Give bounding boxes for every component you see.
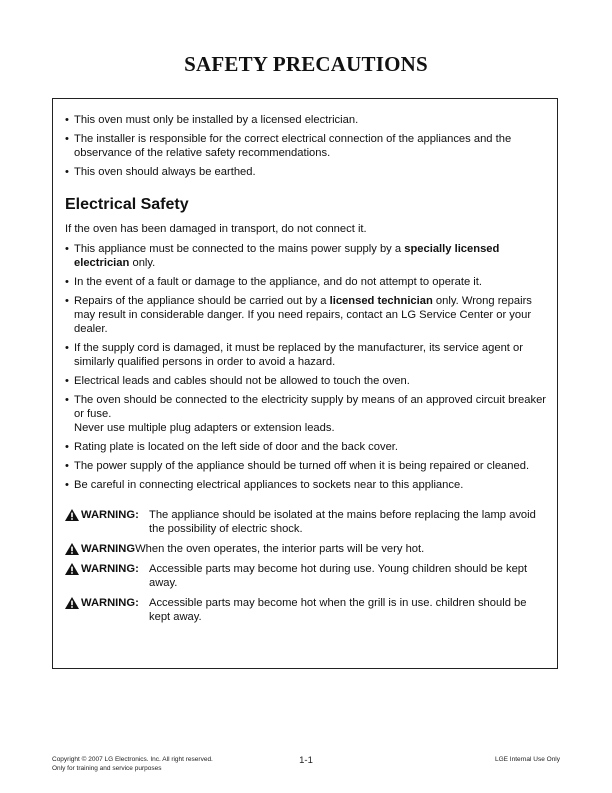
text-segment: only. Wrong repairs may result in considerable danger. If you need repairs, contact an LG Service Center or your dealer. <box>74 295 532 335</box>
warning-text: When the oven operates, the interior parts will be very hot. <box>135 543 425 555</box>
electrical-bullet-1 <box>65 242 549 270</box>
electrical-safety-heading: Electrical Safety <box>65 196 189 213</box>
warning-triangle-icon <box>65 509 79 521</box>
warning-2 <box>65 542 549 556</box>
warning-label: WARNING: <box>81 597 139 609</box>
page-number: 1-1 <box>299 755 313 766</box>
warning-1 <box>65 508 549 536</box>
bold-segment: specially licensed electrician <box>74 243 500 269</box>
warning-triangle-icon <box>65 543 79 555</box>
page-title: SAFETY PRECAUTIONS <box>184 52 428 76</box>
warning-triangle-icon <box>65 563 79 575</box>
warning-label: WARNING <box>81 543 136 555</box>
warning-text: The appliance should be isolated at the mains before replacing the lamp avoid the possibility of electric shock. <box>149 509 536 535</box>
electrical-bullet-2: • In the event of a fault or damage to the appliance, and do not attempt to operate it. <box>65 275 549 289</box>
electrical-bullet-7: • Rating plate is located on the left side of door and the back cover. <box>65 440 549 454</box>
warning-label: WARNING: <box>81 509 139 521</box>
intro-bullet-2: • The installer is responsible for the correct electrical connection of the appliances and the observance of the relative safety recommendations. <box>65 132 549 160</box>
electrical-bullet-3 <box>65 294 549 336</box>
electrical-bullet-9: • Be careful in connecting electrical appliances to sockets near to this appliance. <box>65 478 549 492</box>
intro-bullet-3: • This oven should always be earthed. <box>65 165 549 179</box>
warning-label: WARNING: <box>81 563 139 575</box>
copyright-line: Copyright © 2007 LG Electronics. Inc. All right reserved. <box>52 756 213 763</box>
text-segment: This appliance must be connected to the mains power supply by a <box>74 243 405 255</box>
footer-internal: LGE Internal Use Only <box>494 756 560 763</box>
safety-content <box>65 113 549 630</box>
bold-segment: licensed technician <box>329 295 433 307</box>
bullet-line: • The oven should be connected to the electricity supply by means of an approved circuit breaker or fuse. <box>74 394 547 420</box>
warning-4 <box>65 596 549 624</box>
electrical-bullet-4: • If the supply cord is damaged, it must be replaced by the manufacturer, its service agent or similarly qualified persons in order to avoid a hazard. <box>65 341 549 369</box>
intro-bullet-1: • This oven must only be installed by a licensed electrician. <box>65 113 549 127</box>
warning-triangle-icon <box>65 597 79 609</box>
warning-text: Accessible parts may become hot during use. Young children should be kept away. <box>149 563 528 589</box>
electrical-bullet-8: • The power supply of the appliance should be turned off when it is being repaired or cleaned. <box>65 459 549 473</box>
warning-text: Accessible parts may become hot when the grill is in use. children should be kept away. <box>149 597 527 623</box>
bullet-line: Never use multiple plug adapters or extension leads. <box>74 422 335 434</box>
copyright-line: Only for training and service purposes <box>52 765 162 772</box>
electrical-bullet-6 <box>65 393 549 435</box>
safety-box <box>52 98 558 669</box>
transport-note: If the oven has been damaged in transport, do not connect it. <box>65 223 367 235</box>
text-segment: only. <box>129 257 156 269</box>
warning-3 <box>65 562 549 590</box>
text-segment: Repairs of the appliance should be carried out by a <box>74 295 330 307</box>
electrical-bullet-5: • Electrical leads and cables should not be allowed to touch the oven. <box>65 374 549 388</box>
